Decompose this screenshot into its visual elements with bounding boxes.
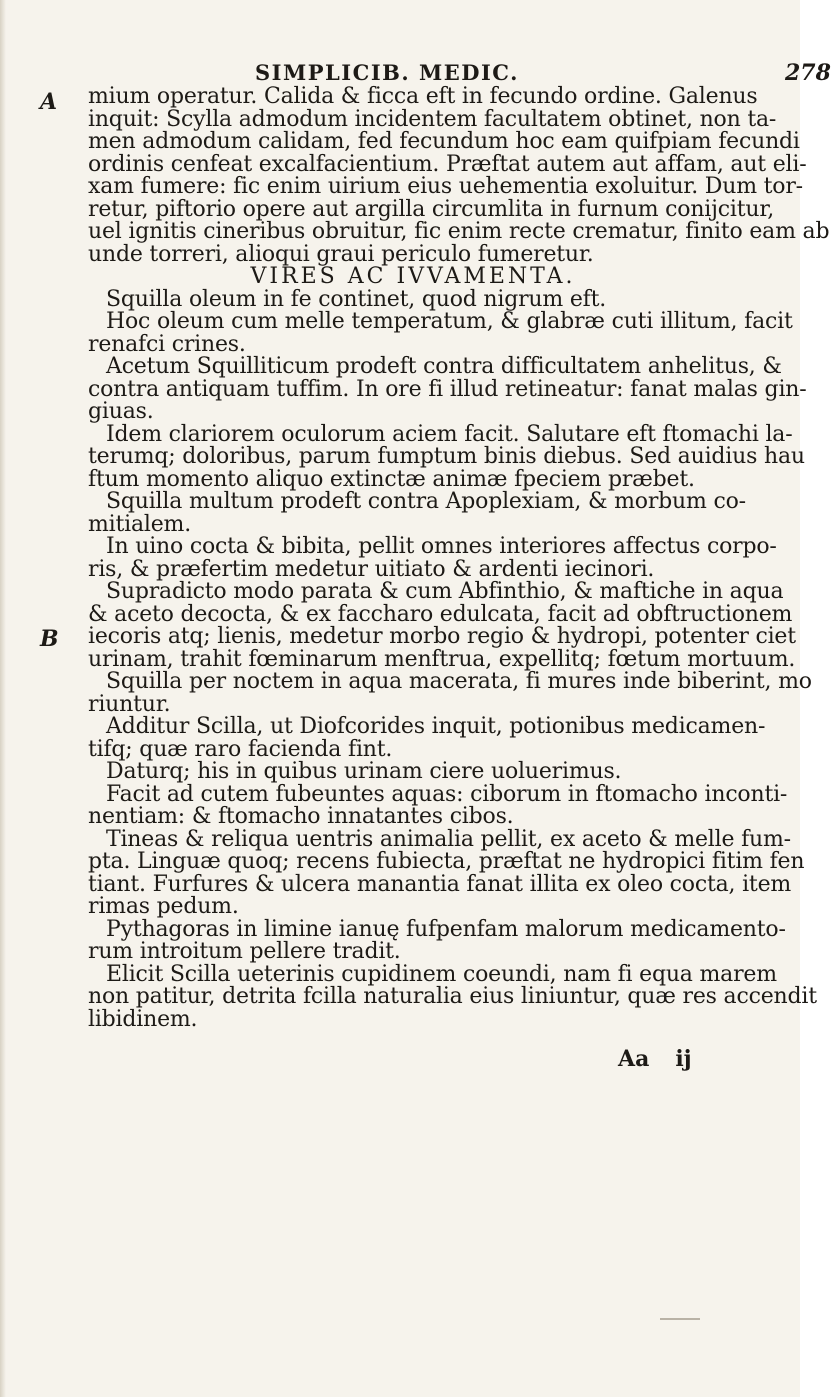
page-number: 278 — [785, 60, 831, 86]
text-line: retur, piftorio opere aut argilla circumlita in furnum conijcitur, — [88, 196, 775, 222]
signature-mark — [618, 1046, 718, 1072]
page-edge — [0, 0, 6, 1397]
text-line: nentiam: & ftomacho innatantes cibos. — [88, 804, 514, 829]
text-line: giuas. — [88, 399, 154, 424]
text-line: ftum momento aliquo extinctæ animæ fpeciem præbet. — [88, 466, 695, 492]
text-line: mium operatur. Calida & ficca eft in fecundo ordine. Galenus — [88, 84, 758, 109]
signature-letters: Aa — [618, 1046, 650, 1072]
text-line: Acetum Squilliticum prodeft contra difficultatem anhelitus, & — [106, 354, 782, 379]
text-line: Tineas & reliqua uentris animalia pellit, ex aceto & melle fum- — [106, 826, 791, 852]
text-line: urinam, trahit fœminarum menftrua, expellitq; fœtum mortuum. — [88, 646, 796, 672]
text-line: non patitur, detrita fcilla naturalia eius liniuntur, quæ res accendit — [88, 984, 817, 1009]
text-line: In uino cocta & bibita, pellit omnes interiores affectus corpo- — [106, 534, 777, 559]
text-line: men admodum calidam, fed fecundum hoc eam quifpiam fecundi — [88, 129, 800, 154]
text-line: Elicit Scilla ueterinis cupidinem coeundi, nam fi equa marem — [106, 961, 777, 987]
text-line: Squilla oleum in fe continet, quod nigrum eft. — [106, 286, 607, 312]
text-line: Supradicto modo parata & cum Abfinthio, & maftiche in aqua — [106, 579, 784, 604]
text-line: rimas pedum. — [88, 894, 239, 919]
text-line: contra antiquam tuffim. In ore fi illud retineatur: fanat malas gin- — [88, 376, 807, 402]
text-line: mitialem. — [88, 511, 192, 537]
text-line: & aceto decocta, & ex faccharo edulcata, facit ad obftructionem — [88, 601, 793, 627]
text-line: Idem clariorem oculorum aciem facit. Salutare eft ftomachi la- — [106, 421, 793, 447]
text-line: inquit: Scylla admodum incidentem facultatem obtinet, non ta- — [88, 106, 777, 132]
running-title: SIMPLICIB. MEDIC. — [255, 60, 519, 85]
text-line: Squilla multum prodeft contra Apoplexiam, & morbum co- — [106, 489, 746, 514]
text-line: terumq; doloribus, parum fumptum binis diebus. Sed auidius hau — [88, 444, 805, 469]
section-heading: VIRES AC IVVAMENTA. — [250, 264, 576, 289]
margin-letter-b: B — [40, 626, 59, 652]
text-line: iecoris atq; lienis, medetur morbo regio & hydropi, potenter ciet — [88, 624, 796, 649]
margin-letter-a: A — [40, 89, 58, 115]
text-line: tifq; quæ raro facienda fint. — [88, 736, 393, 762]
text-line: Pythagoras in limine ianuę fufpenfam malorum medicamento- — [106, 916, 786, 942]
text-line: pta. Linguæ quoq; recens fubiecta, præftat ne hydropici fitim fen — [88, 849, 805, 874]
text-line: Additur Scilla, ut Diofcorides inquit, potionibus medicamen- — [106, 714, 766, 739]
text-line: Hoc oleum cum melle temperatum, & glabræ cuti illitum, facit — [106, 309, 793, 334]
text-line: Daturq; his in quibus urinam ciere uoluerimus. — [106, 759, 622, 784]
text-line: libidinem. — [88, 1006, 198, 1032]
text-line: renafci crines. — [88, 331, 246, 357]
signature-number: ij — [675, 1046, 692, 1072]
text-line: ordinis cenfeat excalfacientium. Præftat autem aut affam, aut eli- — [88, 151, 807, 177]
text-line: Facit ad cutem fubeuntes aquas: ciborum in ftomacho inconti- — [106, 781, 788, 807]
ink-smudge — [660, 1318, 700, 1320]
text-body — [88, 84, 830, 1032]
text-line: xam fumere: fic enim uirium eius uehementia exoluitur. Dum tor- — [88, 174, 803, 199]
text-line: unde torreri, alioqui graui periculo fumeretur. — [88, 241, 594, 267]
text-line: uel ignitis cineribus obruitur, fic enim recte crematur, finito eam ab — [88, 219, 830, 244]
text-line: Squilla per noctem in aqua macerata, fi mures inde biberint, mo — [106, 669, 812, 694]
text-line: tiant. Furfures & ulcera manantia fanat illita ex oleo cocta, item — [88, 871, 792, 897]
text-line: ris, & præfertim medetur uitiato & ardenti iecinori. — [88, 556, 655, 582]
text-line: rum introitum pellere tradit. — [88, 939, 401, 964]
text-line: riuntur. — [88, 691, 171, 717]
